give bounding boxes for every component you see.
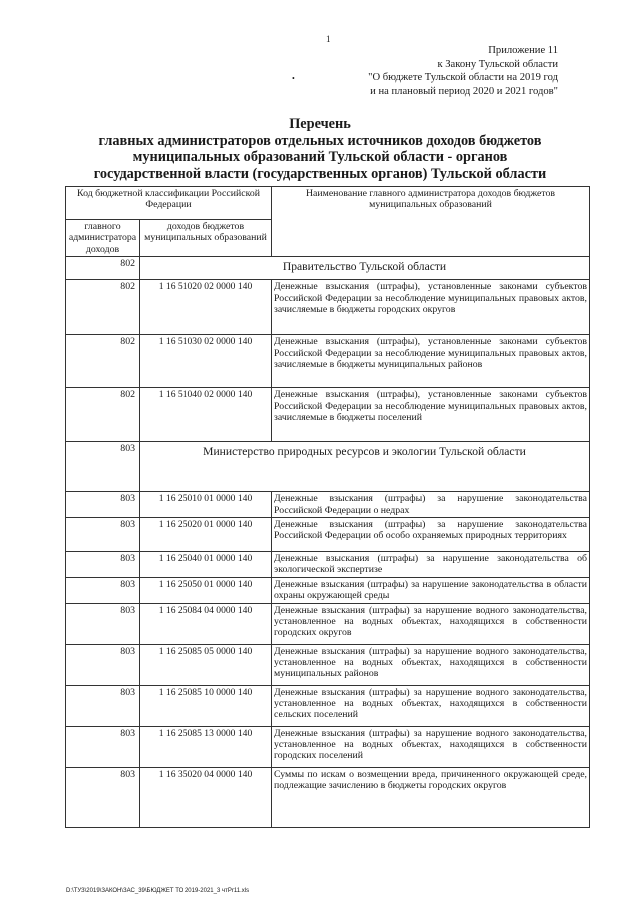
table-row xyxy=(66,518,590,552)
table-row-organization xyxy=(66,257,590,280)
income-description-cell: Денежные взыскания (штрафы) за нарушение законодательства в области охраны окружающей среды xyxy=(272,577,590,603)
table-row xyxy=(66,726,590,767)
administrators-table xyxy=(65,186,590,828)
scan-speck: • xyxy=(292,74,295,83)
income-description-cell: Денежные взыскания (штрафы) за нарушение законодательства Российской Федерации об особо охраняемых природных территориях xyxy=(272,518,590,552)
title-line: государственной власти (государственных органов) Тульской области xyxy=(93,165,547,182)
income-description-cell: Денежные взыскания (штрафы), установленные законами субъектов Российской Федерации за несоблюдение муниципальных правовых актов, зачисляемые в бюджеты городских округов xyxy=(272,280,590,335)
admin-code-cell: 803 xyxy=(66,726,140,767)
income-code-cell: 1 16 25085 13 0000 140 xyxy=(140,726,272,767)
table-row xyxy=(66,335,590,388)
admin-code-cell: 803 xyxy=(66,492,140,518)
admin-code-cell: 803 xyxy=(66,577,140,603)
admin-code-cell: 802 xyxy=(66,257,140,280)
income-code-cell: 1 16 35020 04 0000 140 xyxy=(140,767,272,827)
header-name: Наименование главного администратора доходов бюджетов муниципальных образований xyxy=(272,187,590,257)
admin-code-cell: 803 xyxy=(66,767,140,827)
appendix-line: "О бюджете Тульской области на 2019 год xyxy=(368,72,558,83)
table-row xyxy=(66,280,590,335)
title-line: Перечень xyxy=(289,116,351,132)
appendix-line: к Закону Тульской области xyxy=(437,58,558,70)
table-row xyxy=(66,577,590,603)
appendix-line: и на плановый период 2020 и 2021 годов" xyxy=(370,85,558,97)
table-row xyxy=(66,644,590,685)
organization-name-cell: Министерство природных ресурсов и экологии Тульской области xyxy=(140,442,590,492)
income-description-cell: Денежные взыскания (штрафы), установленные законами субъектов Российской Федерации за несоблюдение муниципальных правовых актов, зачисляемые в бюджеты муниципальных районов xyxy=(272,335,590,388)
header-income: доходов бюджетов муниципальных образований xyxy=(140,220,272,257)
income-code-cell: 1 16 25020 01 0000 140 xyxy=(140,518,272,552)
income-description-cell: Суммы по искам о возмещении вреда, причиненного окружающей среде, подлежащие зачислению в бюджеты городских округов xyxy=(272,767,590,827)
income-code-cell: 1 16 25085 10 0000 140 xyxy=(140,685,272,726)
appendix-line: Приложение 11 xyxy=(488,45,558,56)
income-code-cell: 1 16 51030 02 0000 140 xyxy=(140,335,272,388)
income-description-cell: Денежные взыскания (штрафы) за нарушение водного законодательства, установленное на водных объектах, находящихся в собственности городских поселений xyxy=(272,726,590,767)
admin-code-cell: 803 xyxy=(66,644,140,685)
admin-code-cell: 803 xyxy=(66,603,140,644)
admin-code-cell: 803 xyxy=(66,552,140,578)
income-code-cell: 1 16 25050 01 0000 140 xyxy=(140,577,272,603)
title-line: главных администраторов отдельных источников доходов бюджетов xyxy=(98,132,542,149)
title-line: муниципальных образований Тульской области - органов xyxy=(132,149,508,165)
header-admin: главного администратора доходов xyxy=(66,220,140,257)
header-code: Код бюджетной классификации Российской Федерации xyxy=(66,187,272,220)
appendix-note xyxy=(340,44,558,98)
organization-name-cell: Правительство Тульской области xyxy=(140,257,590,280)
admin-code-cell: 802 xyxy=(66,335,140,388)
income-description-cell: Денежные взыскания (штрафы) за нарушение водного законодательства, установленное на водных объектах, находящихся в собственности муниципальных районов xyxy=(272,644,590,685)
admin-code-cell: 803 xyxy=(66,518,140,552)
income-code-cell: 1 16 51040 02 0000 140 xyxy=(140,388,272,442)
document-title xyxy=(70,116,570,182)
income-description-cell: Денежные взыскания (штрафы), установленные законами субъектов Российской Федерации за несоблюдение муниципальных правовых актов, зачисляемые в бюджеты поселений xyxy=(272,388,590,442)
table-row xyxy=(66,492,590,518)
table-row-organization xyxy=(66,442,590,492)
income-description-cell: Денежные взыскания (штрафы) за нарушение водного законодательства, установленное на водных объектах, находящихся в собственности сельских поселений xyxy=(272,685,590,726)
page-number: 1 xyxy=(326,34,331,44)
income-description-cell: Денежные взыскания (штрафы) за нарушение водного законодательства, установленное на водных объектах, находящихся в собственности городских округов xyxy=(272,603,590,644)
admin-code-cell: 802 xyxy=(66,280,140,335)
income-code-cell: 1 16 25084 04 0000 140 xyxy=(140,603,272,644)
table-header-row xyxy=(66,187,590,220)
table-row xyxy=(66,603,590,644)
admin-code-cell: 802 xyxy=(66,388,140,442)
admin-code-cell: 803 xyxy=(66,442,140,492)
income-code-cell: 1 16 25085 05 0000 140 xyxy=(140,644,272,685)
file-path-footer: D:\ТУЗ\2019\ЗАКОН\ЗАС_39\БЮДЖЕТ ТО 2019-2021_3 чтPr11.xls xyxy=(66,888,250,894)
income-description-cell: Денежные взыскания (штрафы) за нарушение законодательства Российской Федерации о недрах xyxy=(272,492,590,518)
income-code-cell: 1 16 51020 02 0000 140 xyxy=(140,280,272,335)
table-row xyxy=(66,767,590,827)
admin-code-cell: 803 xyxy=(66,685,140,726)
income-code-cell: 1 16 25040 01 0000 140 xyxy=(140,552,272,578)
income-description-cell: Денежные взыскания (штрафы) за нарушение законодательства об экологической экспертизе xyxy=(272,552,590,578)
table-row xyxy=(66,388,590,442)
table-row xyxy=(66,552,590,578)
income-code-cell: 1 16 25010 01 0000 140 xyxy=(140,492,272,518)
table-row xyxy=(66,685,590,726)
